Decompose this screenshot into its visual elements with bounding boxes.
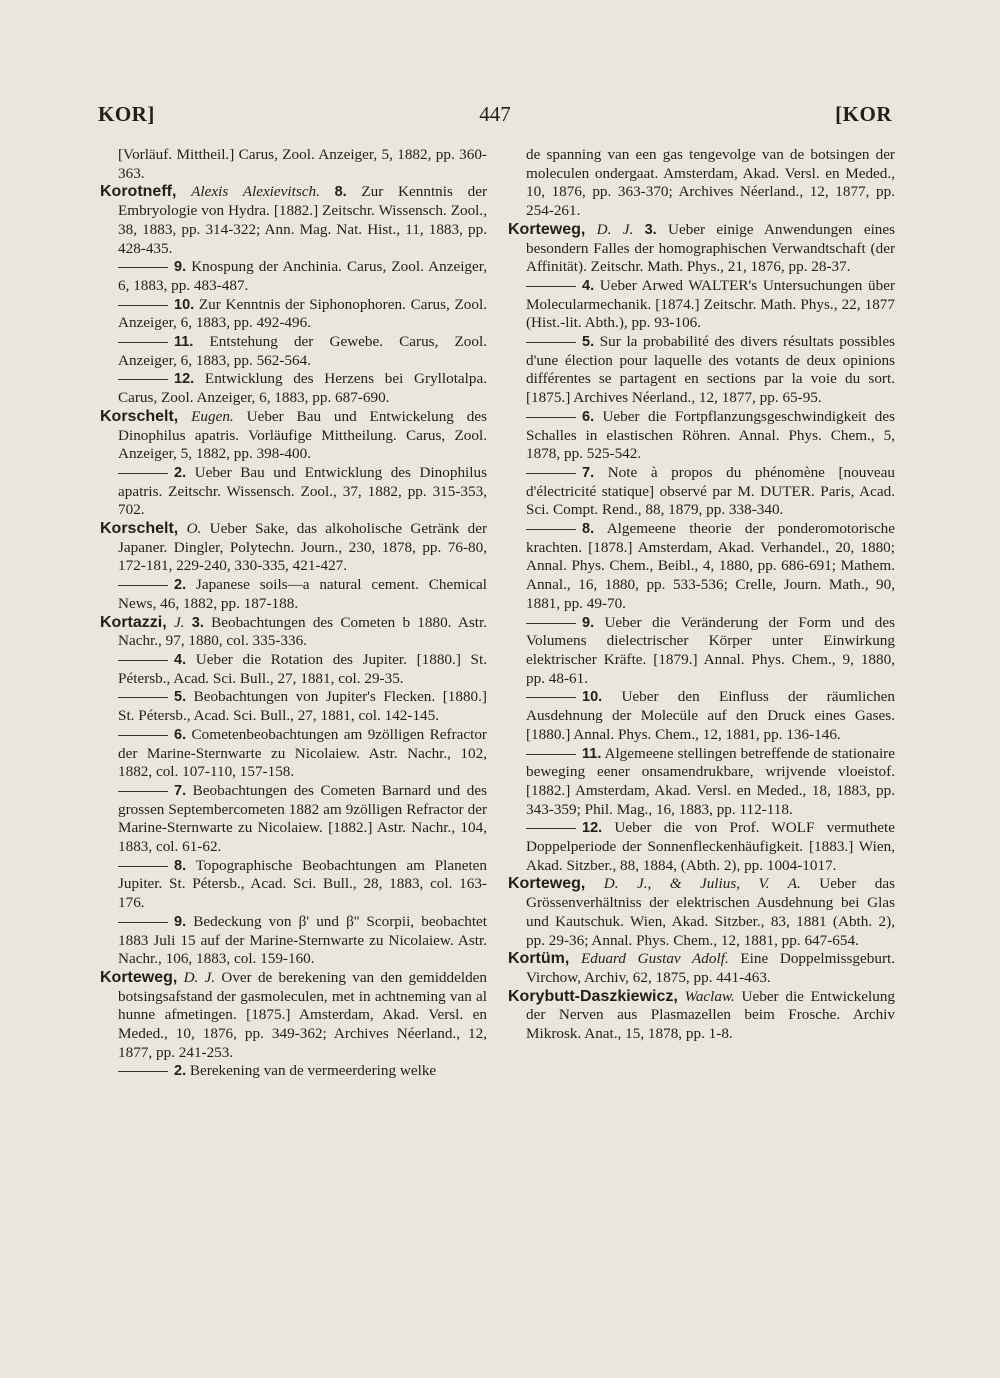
sub-entry — [100, 1062, 487, 1081]
entry-text: Japanese soils—a natural cement. Chemical News, 46, 1882, pp. 187-188. — [118, 576, 487, 612]
author-forenames: J. — [173, 613, 185, 631]
entry-text: Berekening van de vermeerdering welke — [189, 1062, 437, 1080]
author-surname: Korschelt, — [100, 407, 179, 425]
header-right-guide: [KOR — [835, 102, 892, 126]
ditto-dash — [526, 529, 576, 530]
entry-number: 11. — [174, 334, 194, 351]
entry-text: Algemeene stellingen betreffende de stationaire beweging eener onsamendrukbare, wrijvende vloeistof. [1882.] Amsterdam, Akad. Versl. en Meded., 18, 1883, pp. 343-359; Phil. Mag., 16, 1883, pp. 112-118. — [526, 744, 895, 818]
ditto-dash — [118, 735, 168, 736]
entry-text: Knospung der Anchinia. Carus, Zool. Anzeiger, 6, 1883, pp. 483-487. — [118, 258, 487, 294]
author-entry — [508, 950, 895, 987]
entry-text: Ueber die Rotation des Jupiter. [1880.] St. Pétersb., Acad. Sci. Bull., 27, 1881, col. 29-35. — [118, 650, 487, 687]
ditto-dash — [526, 286, 576, 287]
sub-entry — [100, 651, 487, 688]
sub-entry — [100, 296, 487, 333]
sub-entry — [100, 464, 487, 520]
sub-entry — [508, 688, 895, 744]
entry-text: Ueber das Grössenverhältniss der elektrischen Ausdehnung bei Glas und Kautschuk. Wien, Akad. Sitzber., 83, 1881 (Abth. 2), pp. 29-36; Annal. Phys. Chem., 12, 1881, pp. 647-654. — [526, 875, 896, 949]
ditto-dash — [118, 342, 168, 343]
author-forenames: Eduard Gustav Adolf. — [580, 950, 729, 968]
sub-entry — [100, 258, 487, 295]
entry-number: 9. — [582, 614, 595, 631]
sub-entry — [100, 688, 487, 725]
entry-number: 8. — [582, 521, 595, 538]
entry-text: Ueber die von Prof. WOLF vermuthete Doppelperiode der Sonnenfleckenhäufigkeit. [1883.] Wien, Akad. Sitzber., 88, 1884, (Abth. 2), pp. 1004-1017. — [526, 819, 895, 874]
entry-text: Zur Kenntnis der Embryologie von Hydra. [1882.] Zeitschr. Wissensch. Zool., 38, 1883, pp. 314-322; Ann. Mag. Nat. Hist., 11, 1883, pp. 428-435. — [118, 183, 487, 257]
author-surname: Kortazzi, — [100, 613, 167, 631]
entry-number: 2. — [174, 1063, 187, 1080]
author-forenames: Alexis Alexievitsch. — [191, 183, 320, 201]
continued-entry: de spanning van een gas tengevolge van de botsingen der moleculen ondergaat. Amsterdam, Akad. Versl. en Meded., 10, 1876, pp. 363-370; Archives Néerland., 12, 1877, pp. 254-261. — [526, 146, 895, 220]
continued-entry: [Vorläuf. Mittheil.] Carus, Zool. Anzeiger, 5, 1882, pp. 360-363. — [118, 146, 487, 182]
ditto-dash — [118, 866, 168, 867]
author-entry — [100, 969, 487, 1063]
ditto-dash — [526, 828, 576, 829]
ditto-dash — [118, 697, 168, 698]
entry-text: Ueber einige Anwendungen eines besondern Falles der homographischen Verwandtschaft (der Affinität). Zeitschr. Math. Phys., 21, 1876, pp. 28-37. — [526, 220, 896, 276]
left-column — [100, 146, 487, 1081]
author-entry — [100, 408, 487, 464]
entry-text: Ueber die Entwickelung der Nerven aus Plasmazellen beim Frosche. Archiv Mikrosk. Anat., 15, 1878, pp. 1-8. — [526, 987, 896, 1043]
author-surname: Korotneff, — [100, 183, 177, 201]
entry-text: Algemeene theorie der ponderomotorische krachten. [1878.] Amsterdam, Akad. Verhandel., 20, 1880; Annal. Phys. Chem., Beibl., 4, 1880, pp. 686-691; Mathem. Annal., 16, 1880, pp. 533-536; Crelle, Journ. Math., 90, 1881, pp. 49-70. — [526, 520, 895, 612]
sub-entry — [100, 726, 487, 782]
entry-number: 5. — [174, 689, 187, 706]
entry-number: 9. — [174, 259, 187, 276]
author-forenames: Waclaw. — [684, 987, 735, 1005]
sub-entry — [508, 745, 895, 820]
entry-number: 5. — [582, 334, 595, 351]
entry-number: 7. — [174, 782, 187, 799]
entry-number: 6. — [582, 408, 595, 425]
author-forenames: D. J., & Julius, V. A. — [603, 875, 801, 893]
entry-number: 12. — [174, 371, 195, 388]
ditto-dash — [526, 754, 576, 755]
sub-entry — [508, 408, 895, 464]
author-forenames: Eugen. — [191, 407, 234, 425]
sub-entry — [100, 370, 487, 407]
ditto-dash — [526, 417, 576, 418]
entry-text: Ueber die Fortpflanzungsgeschwindigkeit des Schalles in elastischen Röhren. Annal. Phys. Chem., 5, 1878, pp. 525-542. — [526, 407, 895, 463]
ditto-dash — [526, 473, 576, 474]
sub-entry — [508, 614, 895, 689]
entry-text: Eine Doppelmissgeburt. Virchow, Archiv, 62, 1875, pp. 441-463. — [526, 950, 896, 986]
entry-text: Ueber Arwed WALTER's Untersuchungen über Molecularmechanik. [1874.] Zeitschr. Math. Phys., 22, 1877 (Hist.-lit. Abth.), pp. 93-106. — [526, 276, 896, 332]
entry-text: Beobachtungen des Cometen Barnard und des grossen Septembercometen 1882 am 9zölligen Refractor der Marine-Sternwarte zu Nicolaiew. [1882.] Astr. Nachr., 104, 1883, col. 61-62. — [118, 781, 487, 856]
author-surname: Kortüm, — [508, 950, 570, 968]
entry-text: Bedeckung von β' und β'' Scorpii, beobachtet 1883 Juli 15 auf der Marine-Sternwarte zu Nicolaiew. Astr. Nachr., 106, 1883, col. 159-160. — [118, 912, 488, 968]
ditto-dash — [118, 922, 168, 923]
sub-entry — [508, 333, 895, 408]
entry-text: Topographische Beobachtungen am Planeten Jupiter. St. Pétersb., Acad. Sci. Bull., 28, 1883, col. 163-176. — [118, 856, 487, 912]
author-entry — [508, 221, 895, 277]
author-entry — [508, 988, 895, 1044]
author-surname: Korschelt, — [100, 520, 179, 538]
sub-entry — [100, 782, 487, 857]
author-entry — [508, 875, 895, 950]
ditto-dash — [118, 379, 168, 380]
author-surname: Korteweg, — [100, 968, 178, 986]
page-number: 447 — [479, 102, 511, 126]
entry-text: Note à propos du phénomène [nouveau d'électricité statique] observé par M. DUTER. Paris, Acad. Sci. Compt. Rend., 88, 1879, pp. 338-340. — [526, 463, 896, 519]
entry-number: 10. — [174, 296, 195, 313]
entry-text: Over de berekening van den gemiddelden botsingsafstand der gasmoleculen, met in achtneming van al hunne afmetingen. [1875.] Amsterdam, Akad. Versl. en Meded., 10, 1876, pp. 349-362; Archives Néerland., 12, 1877, pp. 241-253. — [118, 968, 487, 1061]
entry-text: Beobachtungen von Jupiter's Flecken. [1880.] St. Pétersb., Acad. Sci. Bull., 27, 1881, col. 142-145. — [118, 688, 487, 725]
author-entry — [100, 614, 487, 651]
entry-number: 8. — [334, 184, 347, 201]
entry-number: 4. — [174, 651, 187, 668]
author-surname: Korybutt-Daszkiewicz, — [508, 987, 678, 1005]
entry-number: 4. — [582, 277, 595, 294]
sub-entry — [508, 819, 895, 875]
sub-entry — [508, 277, 895, 333]
entry-text: Zur Kenntnis der Siphonophoren. Carus, Zool. Anzeiger, 6, 1883, pp. 492-496. — [118, 295, 488, 332]
page-header — [98, 102, 892, 136]
header-left-guide: KOR] — [98, 102, 155, 126]
ditto-dash — [118, 1071, 168, 1072]
entry-text: Beobachtungen des Cometen b 1880. Astr. Nachr., 97, 1880, col. 335-336. — [118, 613, 488, 650]
ditto-dash — [118, 660, 168, 661]
ditto-dash — [526, 623, 576, 624]
entry-number: 8. — [174, 857, 187, 874]
ditto-dash — [526, 342, 576, 343]
entry-number: 6. — [174, 726, 187, 743]
entry-text: Ueber Bau und Entwickelung des Dinophilus apatris. Vorläufige Mittheilung. Carus, Zool. Anzeiger, 5, 1882, pp. 398-400. — [118, 407, 488, 463]
sub-entry — [100, 333, 487, 370]
entry-text: Entstehung der Gewebe. Carus, Zool. Anzeiger, 6, 1883, pp. 562-564. — [118, 333, 488, 369]
entry-text: Ueber Bau und Entwicklung des Dinophilus apatris. Zeitschr. Wissensch. Zool., 37, 1882, pp. 315-353, 702. — [118, 463, 487, 519]
ditto-dash — [526, 697, 576, 698]
entry-text: Entwicklung des Herzens bei Gryllotalpa. Carus, Zool. Anzeiger, 6, 1883, pp. 687-690. — [118, 370, 488, 407]
author-surname: Korteweg, — [508, 220, 586, 238]
entry-number: 2. — [174, 464, 187, 481]
ditto-dash — [118, 305, 168, 306]
sub-entry — [100, 857, 487, 913]
author-forenames: D. J. — [596, 220, 634, 238]
ditto-dash — [118, 791, 168, 792]
sub-entry — [100, 913, 487, 969]
entry-number: 12. — [582, 820, 603, 837]
entry-text: Ueber die Veränderung der Form und des Volumens dielectrischer Körper unter Einwirkung elektrischer Kräfte. [1879.] Annal. Phys. Chem., 9, 1880, pp. 48-61. — [526, 613, 895, 687]
entry-text: Ueber den Einfluss der räumlichen Ausdehnung der Molecüle auf den Druck eines Gases. [1880.] Annal. Phys. Chem., 12, 1881, pp. 136-146. — [526, 688, 895, 743]
entry-number: 3. — [191, 614, 204, 631]
entry-text: Ueber Sake, das alkoholische Getränk der Japaner. Dingler, Polytechn. Journ., 230, 1878, pp. 76-80, 172-181, 229-240, 330-335, 421-427. — [118, 520, 488, 575]
entry-text: Sur la probabilité des divers résultats possibles d'une élection pour laquelle des votants de deux opinions différentes se partagent en sections par la voie du sort. [1875.] Archives Néerland., 12, 1877, pp. 65-95. — [526, 333, 895, 407]
ditto-dash — [118, 585, 168, 586]
sub-entry — [508, 464, 895, 520]
entry-number: 3. — [644, 221, 657, 238]
entry-number: 10. — [582, 689, 603, 706]
right-column — [508, 146, 895, 1044]
sub-entry — [100, 576, 487, 613]
entry-text: Cometenbeobachtungen am 9zölligen Refractor der Marine-Sternwarte zu Nicolaiew. Astr. Nachr., 102, 1882, col. 107-110, 157-158. — [118, 725, 487, 781]
author-entry — [100, 183, 487, 258]
author-entry — [100, 520, 487, 576]
author-forenames: D. J. — [183, 968, 216, 986]
entry-number: 7. — [582, 464, 595, 481]
entry-number: 9. — [174, 913, 187, 930]
sub-entry — [508, 520, 895, 614]
entry-number: 11. — [582, 745, 602, 762]
author-forenames: O. — [186, 520, 202, 538]
ditto-dash — [118, 473, 168, 474]
author-surname: Korteweg, — [508, 875, 586, 893]
entry-number: 2. — [174, 577, 187, 594]
ditto-dash — [118, 267, 168, 268]
